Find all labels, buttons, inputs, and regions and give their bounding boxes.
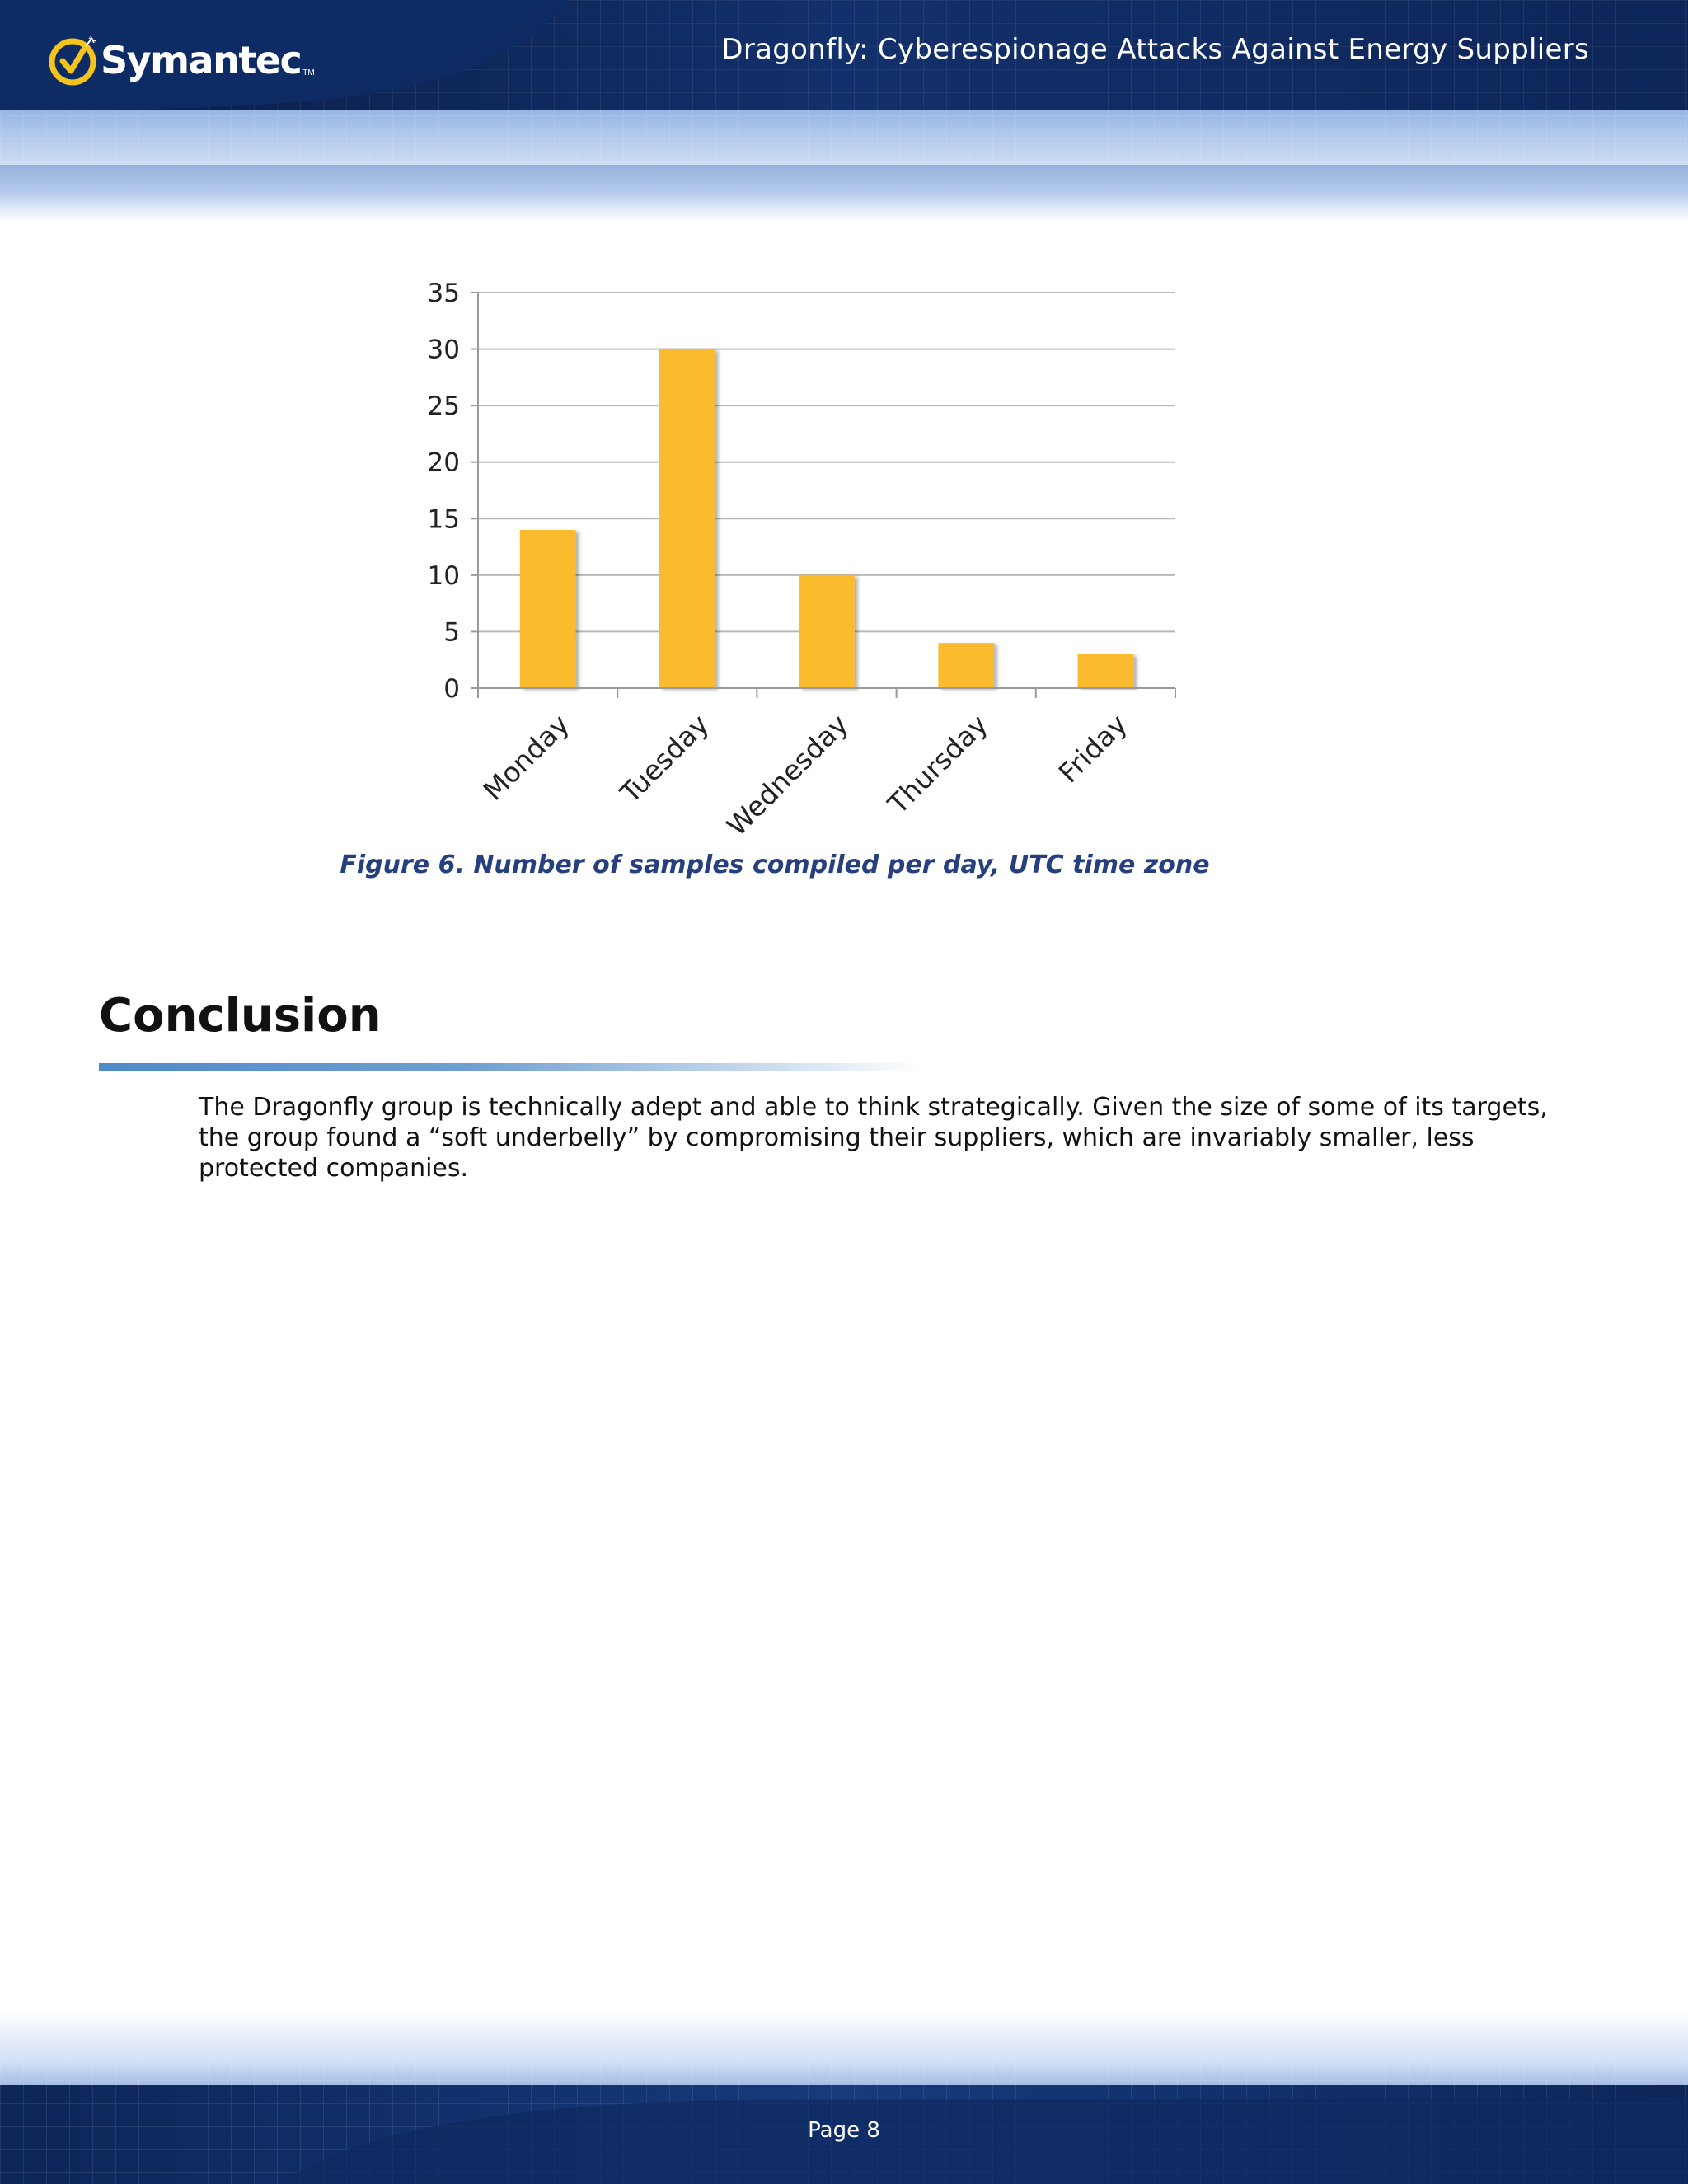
document-title: Dragonfly: Cyberespionage Attacks Against Energy Suppliers <box>721 33 1589 66</box>
y-tick-label: 35 <box>427 279 460 308</box>
bar-monday <box>520 530 576 688</box>
y-tick-label: 20 <box>427 448 460 478</box>
x-tick-label-wednesday: Wednesday <box>720 708 855 842</box>
page-header <box>0 0 1688 223</box>
figure-caption: Figure 6. Number of samples compiled per day, UTC time zone <box>340 851 1210 879</box>
x-axis-tick-labels <box>477 708 1133 842</box>
symantec-logo <box>48 31 315 89</box>
bar-chart-svg <box>387 264 1203 857</box>
logo-trademark: TM <box>302 68 315 77</box>
y-axis-tick-labels <box>428 279 460 704</box>
section-paragraph: The Dragonfly group is technically adept and able to think strategically. Given the size of some of its targets, the group found a “soft underbelly” by compromising their suppliers, which are invariably smaller, less protected companies. <box>199 1093 1548 1183</box>
x-tick-label-monday: Monday <box>476 708 576 807</box>
y-tick-label: 5 <box>443 617 460 648</box>
section-heading: Conclusion <box>99 989 382 1043</box>
bar-tuesday <box>659 349 715 688</box>
checkmark-logo-icon <box>48 35 99 86</box>
x-tick-label-friday: Friday <box>1052 708 1134 790</box>
y-tick-label: 30 <box>427 335 460 365</box>
y-tick-label: 0 <box>443 674 460 704</box>
heading-divider <box>99 1063 923 1071</box>
y-tick-label: 15 <box>427 504 460 535</box>
bar-thursday <box>938 643 994 688</box>
bar-chart <box>387 264 1203 857</box>
y-tick-label: 10 <box>427 560 460 591</box>
footer-banner <box>0 2011 1688 2184</box>
x-tick-label-tuesday: Tuesday <box>613 708 715 809</box>
page-footer <box>0 2011 1688 2184</box>
page-number: Page 8 <box>808 2118 880 2143</box>
bar-wednesday <box>799 575 855 688</box>
y-tick-label: 25 <box>427 391 460 422</box>
x-tick-label-thursday: Thursday <box>881 708 994 821</box>
logo-wordmark: Symantec <box>101 38 302 82</box>
bar-friday <box>1078 654 1134 688</box>
